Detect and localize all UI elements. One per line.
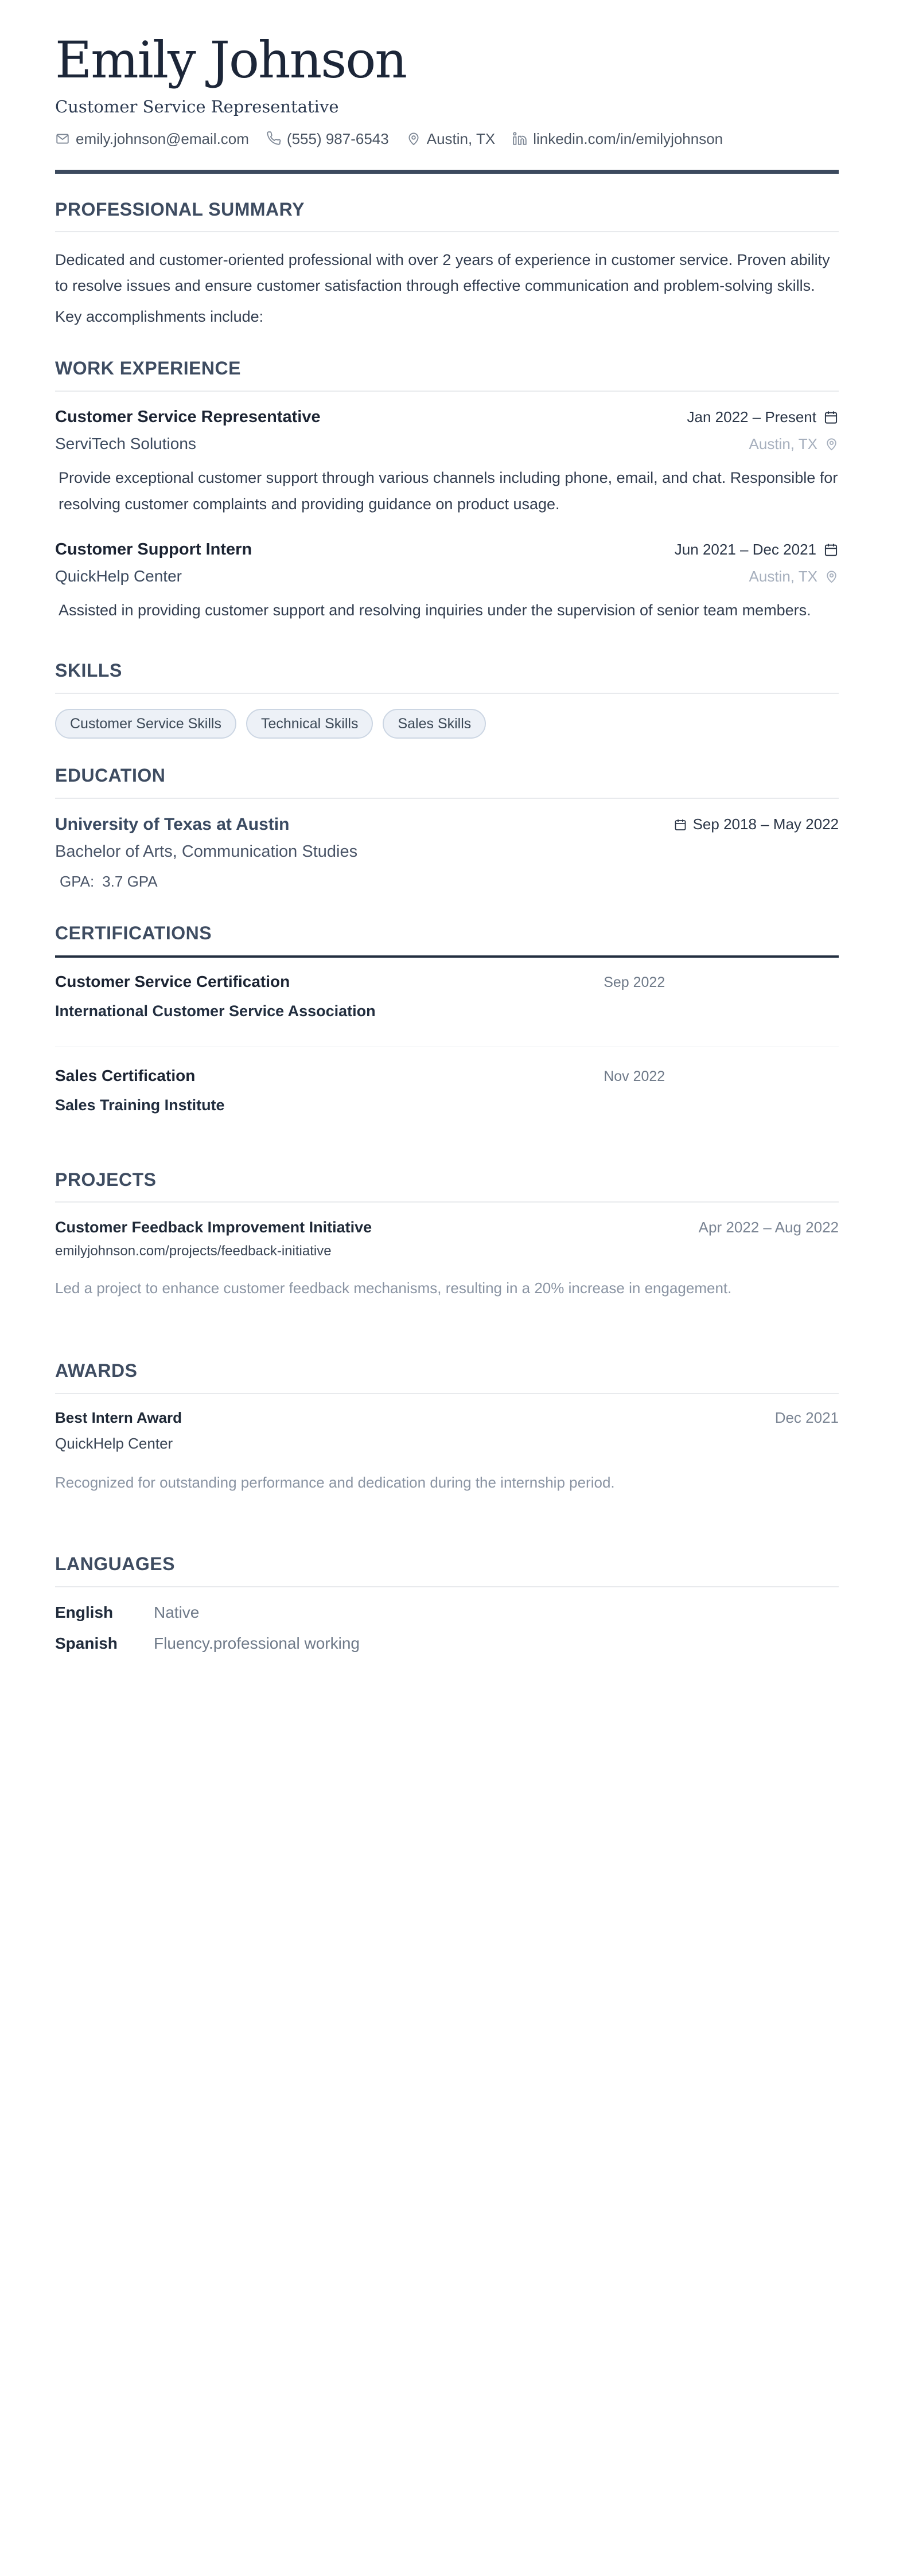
project-title-row [55,1219,839,1236]
gpa-value: 3.7 GPA [102,872,158,890]
language-name: Spanish [55,1634,118,1652]
section-heading: SKILLS [55,660,122,681]
award-title-row [55,1409,839,1427]
gpa-line [55,873,839,891]
job-title: Customer Support Intern [55,540,252,559]
section-heading: PROJECTS [55,1169,157,1190]
section-rule [55,391,839,392]
project-entry [55,1219,839,1299]
calendar-icon [823,409,839,425]
certification-entry [55,973,839,1020]
resume-header [55,32,839,174]
contact-linkedin-text: linkedin.com/in/emilyjohnson [533,130,723,147]
summary-accomplishments-label: Key accomplishments include: [55,308,264,326]
award-entry [55,1409,839,1494]
job-dates-text: Jan 2022 – Present [687,408,816,426]
section-rule [55,693,839,694]
location-pin-icon [406,131,421,146]
calendar-icon [673,818,687,832]
section-rule [55,1393,839,1394]
section-awards [55,1360,839,1494]
contact-location [406,130,495,148]
envelope-icon [55,131,70,146]
job-description: Provide exceptional customer support through various channels including phone, email, and chat. Responsible for resolving customer complaints and providing guidance on product usage. [59,469,838,513]
certification-issuer: International Customer Service Association [55,1002,376,1020]
language-level: Native [154,1603,200,1621]
section-rule [55,798,839,799]
school-name: University of Texas at Austin [55,814,290,834]
language-row [55,1603,839,1622]
section-heading: LANGUAGES [55,1554,175,1575]
skill-pill: Sales Skills [383,709,486,739]
contact-email-text: emily.johnson@email.com [76,130,249,147]
contact-location-text: Austin, TX [426,130,496,147]
section-languages [55,1554,839,1653]
section-skills [55,660,839,739]
certification-row [55,973,839,991]
degree-text: Bachelor of Arts, Communication Studies [55,842,358,861]
section-projects [55,1169,839,1300]
skills-pill-list [55,709,839,739]
linkedin-icon [512,131,527,146]
summary-paragraph: Dedicated and customer-oriented professional with over 2 years of experience in customer service. Proven ability to resolve issues and ensure customer satisfaction through effective communication and problem-solving skills. [55,251,830,295]
job-company-row [55,567,839,586]
education-dates [673,815,839,833]
project-description: Led a project to enhance customer feedback mechanisms, resulting in a 20% increase in engagement. [55,1279,732,1297]
job-description: Assisted in providing customer support and resolving inquiries under the supervision of senior team members. [59,602,811,619]
section-heading: WORK EXPERIENCE [55,358,241,379]
section-heading: EDUCATION [55,764,166,786]
section-rule-dark [55,955,839,958]
certification-issuer: Sales Training Institute [55,1096,225,1114]
skill-pill: Customer Service Skills [55,709,236,739]
certification-name: Customer Service Certification [55,972,290,990]
job-company: ServiTech Solutions [55,435,196,453]
candidate-title: Customer Service Representative [55,96,339,116]
contact-phone [266,130,389,148]
location-pin-icon [824,437,839,451]
language-list [55,1603,839,1653]
section-certifications [55,923,839,1114]
section-heading: AWARDS [55,1360,138,1381]
education-dates-text: Sep 2018 – May 2022 [692,815,839,833]
section-education [55,765,839,891]
award-date: Dec 2021 [774,1409,839,1427]
section-rule [55,231,839,232]
header-divider [55,170,839,174]
skill-pill: Technical Skills [246,709,373,739]
project-dates: Apr 2022 – Aug 2022 [698,1219,839,1236]
award-name: Best Intern Award [55,1409,182,1427]
job-title: Customer Service Representative [55,408,321,427]
award-organization: QuickHelp Center [55,1435,173,1453]
section-heading: CERTIFICATIONS [55,922,212,943]
section-heading: PROFESSIONAL SUMMARY [55,198,305,220]
education-entry-row [55,815,839,834]
job-location [749,435,839,453]
job-title-row [55,408,839,427]
language-name: English [55,1603,114,1621]
certification-date: Sep 2022 [604,974,665,990]
award-description: Recognized for outstanding performance and dedication during the internship period. [55,1474,615,1492]
job-location-text: Austin, TX [749,435,817,452]
section-rule [55,1201,839,1203]
job-dates-text: Jun 2021 – Dec 2021 [674,541,816,559]
contact-linkedin [512,130,723,148]
job-entry [55,408,839,517]
job-company-row [55,435,839,453]
job-entry [55,540,839,623]
phone-icon [266,131,281,146]
project-name: Customer Feedback Improvement Initiative [55,1219,372,1236]
candidate-name: Emily Johnson [55,30,407,89]
job-company: QuickHelp Center [55,567,182,586]
job-title-row [55,540,839,559]
job-dates [675,541,839,559]
contact-row [55,130,839,148]
certification-row [55,1067,839,1085]
certification-date: Nov 2022 [604,1068,665,1084]
language-row [55,1634,839,1653]
section-rule [55,1586,839,1587]
job-location-text: Austin, TX [749,567,817,585]
job-dates [687,408,839,426]
section-work-experience [55,358,839,623]
location-pin-icon [824,569,839,584]
gpa-label: GPA: [60,872,95,890]
project-url: emilyjohnson.com/projects/feedback-initiative [55,1243,332,1259]
section-professional-summary [55,199,839,326]
certification-name: Sales Certification [55,1066,196,1084]
job-location [749,568,839,586]
contact-phone-text: (555) 987-6543 [286,130,389,147]
calendar-icon [823,542,839,557]
contact-email [55,130,249,148]
certification-entry [55,1067,839,1114]
language-level: Fluency.professional working [154,1634,360,1652]
